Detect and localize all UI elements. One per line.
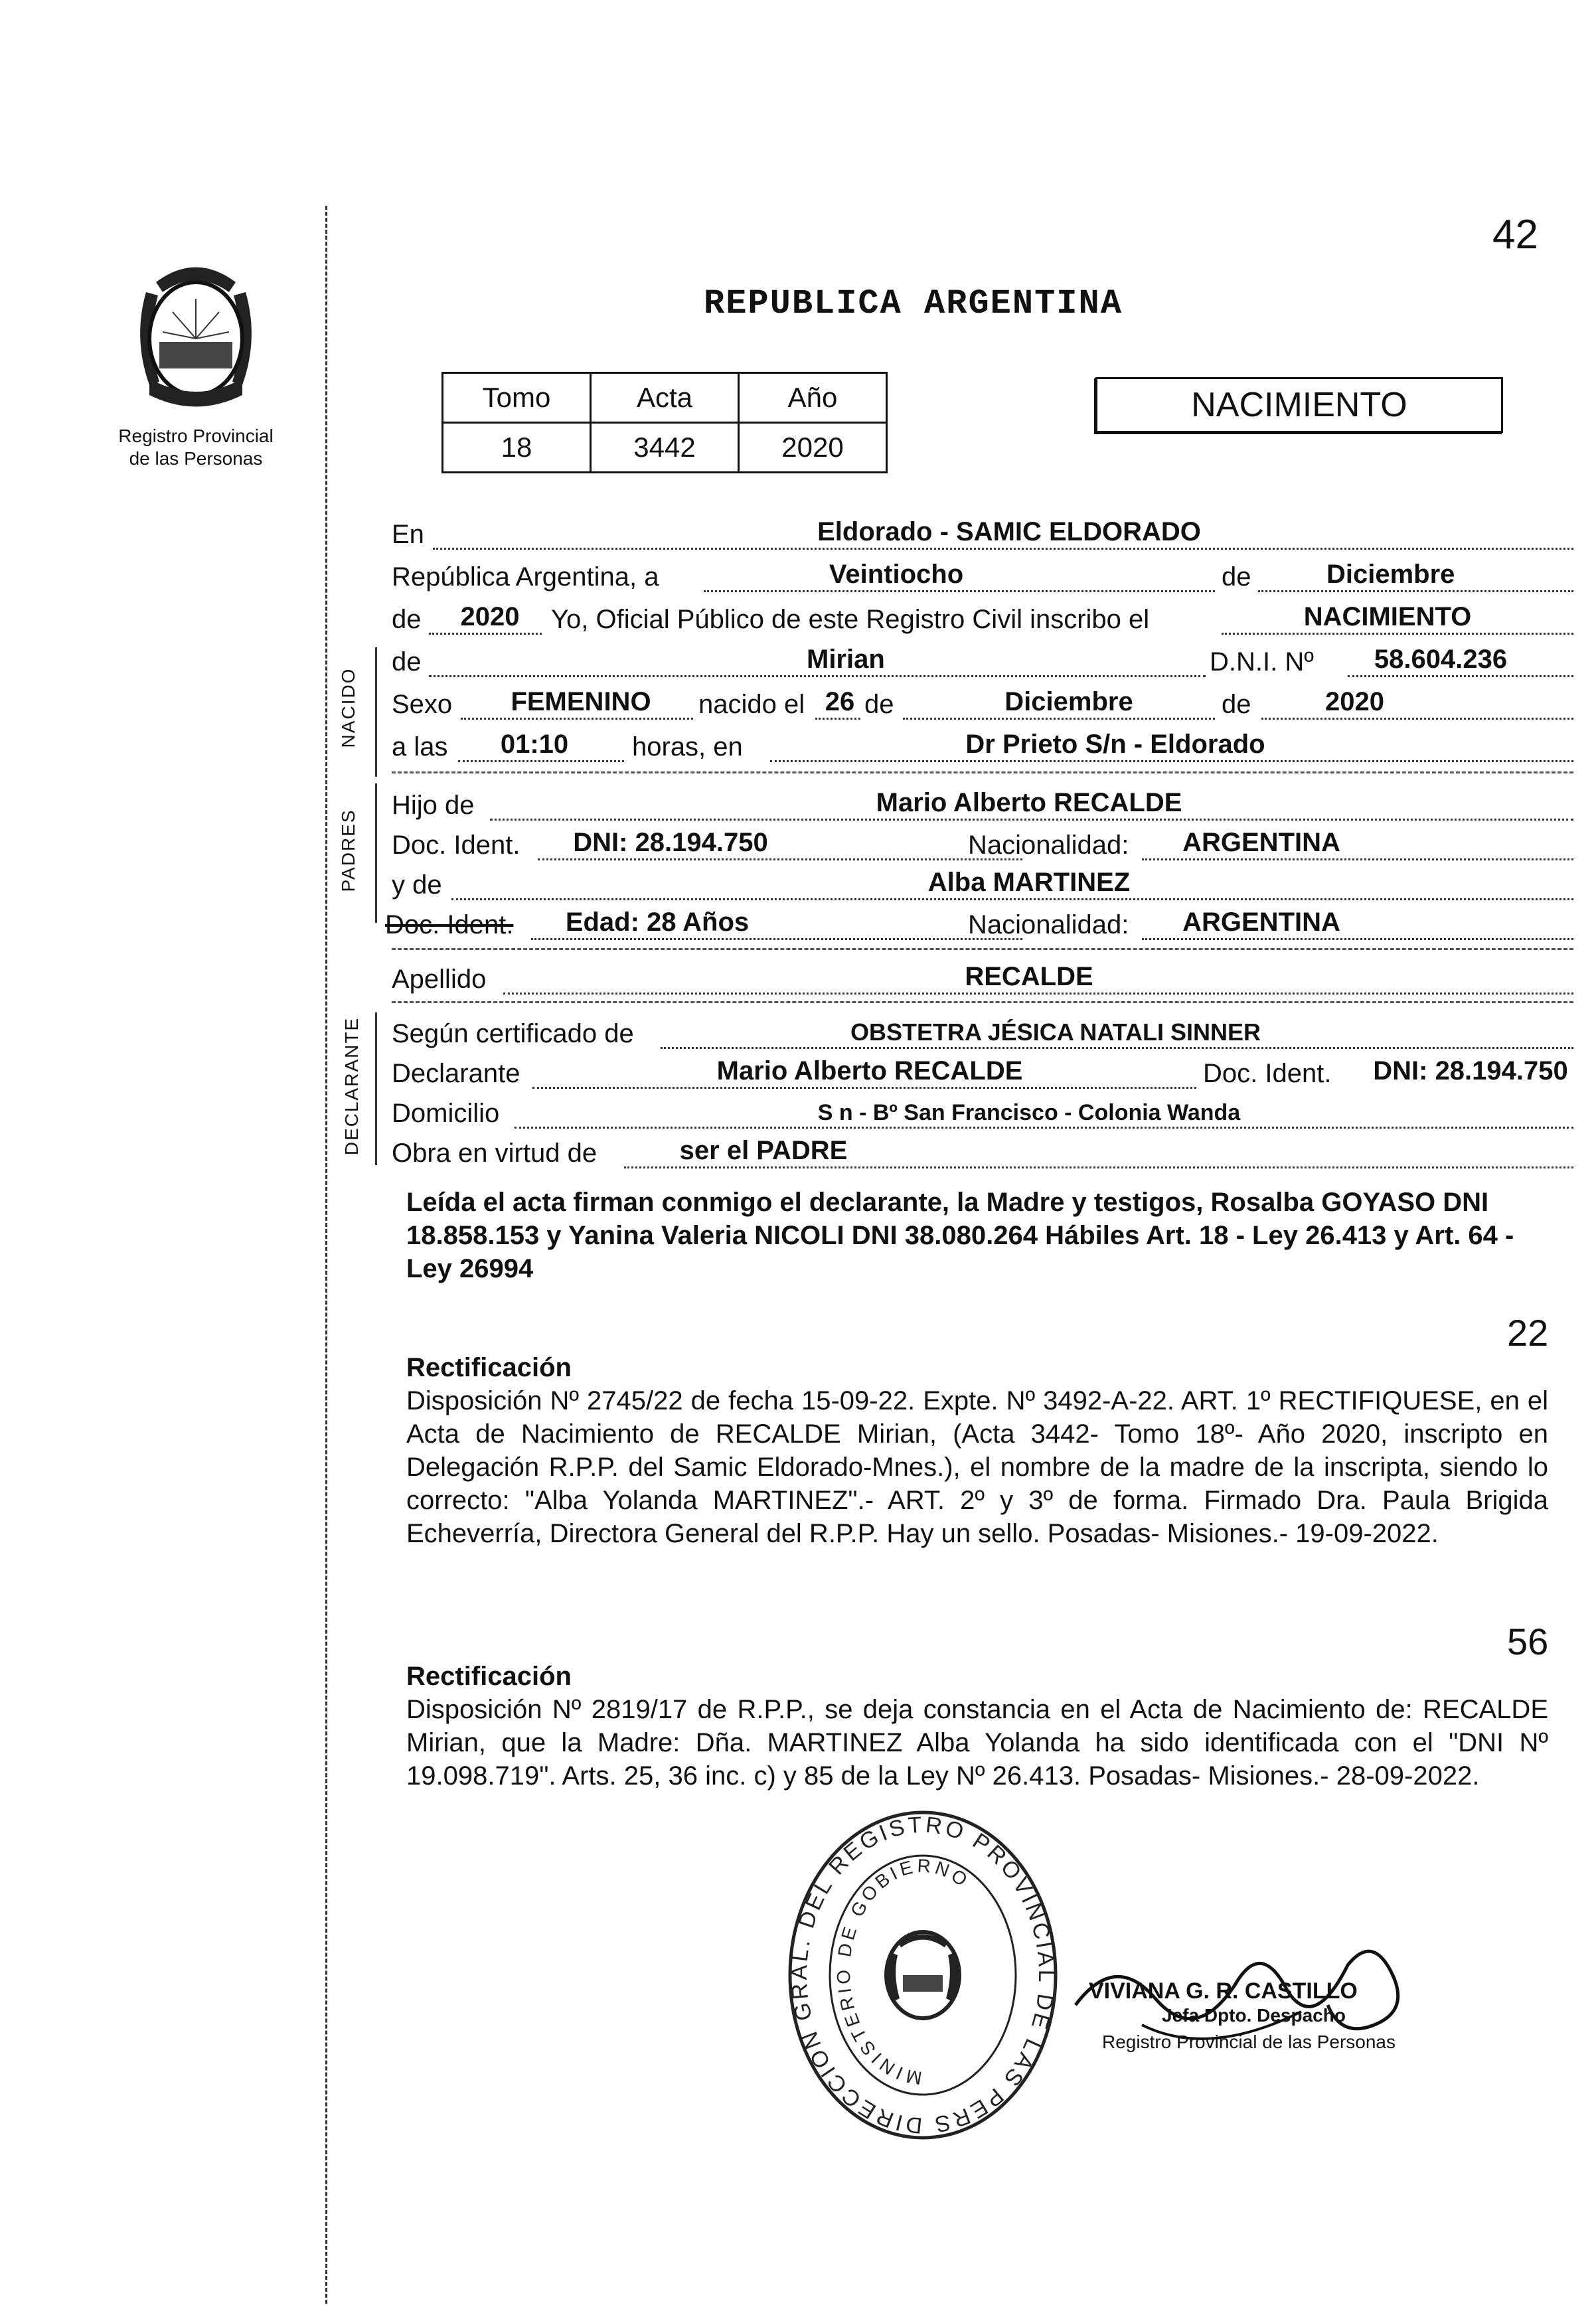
value-lugar-nacimiento: Dr Prieto S/n - Eldorado — [965, 730, 1265, 759]
value-tipo-inscripcion: NACIMIENTO — [1303, 602, 1472, 631]
value-apellido: RECALDE — [965, 962, 1093, 991]
label-nacido-el: nacido el — [698, 690, 805, 719]
value-dia: Veintiocho — [829, 560, 964, 589]
stamp-emblem-icon — [886, 1932, 959, 2018]
row-inscribo — [392, 596, 1573, 639]
label-a-las: a las — [392, 732, 448, 761]
header-tomo: Tomo — [443, 373, 591, 423]
label-de-anio: de — [392, 605, 422, 634]
label-nacido-de: de — [864, 690, 894, 719]
act-type-box: NACIMIENTO — [1095, 377, 1503, 433]
label-republica: República Argentina, a — [392, 562, 659, 592]
label-apellido: Apellido — [392, 965, 487, 994]
value-nac-madre: ARGENTINA — [1182, 908, 1340, 937]
label-nombre-de: de — [392, 647, 422, 677]
value-anio-inscripcion: 2020 — [460, 602, 520, 631]
label-horas-en: horas, en — [632, 732, 743, 761]
stamp-ring-text: DIRECCION GRAL. DEL REGISTRO PROVINCIAL DE LAS PERS — [786, 1812, 1060, 2138]
rectification-2-number: 56 — [1507, 1621, 1549, 1662]
value-certificado: OBSTETRA JÉSICA NATALI SINNER — [850, 1018, 1261, 1046]
value-mes: Diciembre — [1326, 560, 1455, 589]
row-hora — [392, 724, 1573, 766]
label-domicilio: Domicilio — [392, 1099, 500, 1128]
label-de-mes: de — [1222, 562, 1251, 592]
value-doc-declarante: DNI: 28.194.750 — [1373, 1056, 1568, 1085]
rectification-1 — [406, 1351, 1548, 1550]
closing-text: Leída el acta firman conmigo el declarante, la Madre y testigos, Rosalba GOYASO DNI 18.858.153 y Yanina Valeria NICOLI DNI 38.080.264 Hábiles Art. 18 - Ley 26.413 y Art. 64 - Ley 26994 — [406, 1188, 1514, 1283]
row-certificado — [392, 1010, 1573, 1053]
label-dni: D.N.I. Nº — [1210, 647, 1314, 677]
signature-name: VIVIANA G. R. CASTILLO — [1089, 1978, 1358, 2004]
rectification-2-text: Disposición Nº 2819/17 de R.P.P., se deja constancia en el Acta de Nacimiento de: RECALDE Mirian, que la Madre: Dña. MARTINEZ Alba Yolanda ha sido identificada con el "DNI Nº 19.098.719". Arts. 25, 36 inc. c) y 85 de la Ley Nº 26.413. Posadas- Misiones.- 28-09-2022. — [406, 1695, 1548, 1791]
registry-caption-line2: de las Personas — [129, 448, 263, 469]
stamp-inner-text: MINISTERIO DE GOBIERNO — [833, 1855, 974, 2089]
value-obra: ser el PADRE — [679, 1136, 848, 1165]
value-mes-nacimiento: Diciembre — [1004, 687, 1133, 716]
row-declarante — [392, 1050, 1573, 1093]
row-nombre — [392, 639, 1573, 681]
header-acta: Acta — [591, 373, 739, 423]
index-table — [441, 372, 888, 473]
value-nombre: Mirian — [807, 645, 885, 674]
label-doc-padre: Doc. Ident. — [392, 831, 520, 860]
signature-block — [1062, 1925, 1434, 2078]
margin-line — [325, 206, 327, 2304]
side-label-nacido: NACIDO — [338, 667, 359, 748]
side-label-declarante: DECLARANTE — [341, 1016, 362, 1156]
value-dni: 58.604.236 — [1374, 645, 1508, 674]
row-doc-madre — [385, 902, 1573, 944]
side-label-padres: PADRES — [338, 809, 359, 892]
row-en — [392, 511, 1573, 554]
row-y-de — [392, 862, 1573, 904]
label-declarante: Declarante — [392, 1059, 520, 1088]
row-domicilio — [392, 1090, 1573, 1133]
row-doc-padre — [392, 822, 1573, 864]
label-nac-madre: Nacionalidad: — [968, 910, 1129, 939]
label-certificado: Según certificado de — [392, 1019, 634, 1048]
row-apellido — [392, 956, 1573, 999]
value-sexo: FEMENINO — [511, 687, 651, 716]
label-anio-nacimiento: de — [1222, 690, 1251, 719]
registry-caption-line1: Registro Provincial — [118, 426, 274, 446]
value-doc-padre: DNI: 28.194.750 — [573, 828, 768, 857]
value-en: Eldorado - SAMIC ELDORADO — [817, 517, 1201, 546]
label-y-de: y de — [392, 870, 442, 900]
official-stamp — [783, 1806, 1062, 2151]
label-inscribo: Yo, Oficial Público de este Registro Civil inscribo el — [551, 605, 1150, 634]
value-acta: 3442 — [591, 423, 739, 473]
rectification-1-text: Disposición Nº 2745/22 de fecha 15-09-22. Expte. Nº 3492-A-22. ART. 1º RECTIFIQUESE, en el Acta de Nacimiento de RECALDE Mirian, (Acta 3442- Tomo 18º- Año 2020, inscripto en Delegación R.P.P. del Samic Eldorado-Mnes.), el nombre de la madre de la inscripta, siendo lo correcto: "Alba Yolanda MARTINEZ".- ART. 2º y 3º de forma. Firmado Dra. Paula Brigida Echeverría, Directora General del R.P.P. Hay un sello. Posadas- Misiones.- 19-09-2022. — [406, 1386, 1548, 1548]
rectification-2-title: Rectificación — [406, 1662, 572, 1691]
value-domicilio: S n - Bº San Francisco - Colonia Wanda — [817, 1100, 1241, 1125]
document-title: REPUBLICA ARGENTINA — [704, 284, 1123, 323]
registry-caption — [93, 425, 299, 470]
label-sexo: Sexo — [392, 690, 453, 719]
row-hijo-de — [392, 782, 1573, 825]
row-republica — [392, 554, 1573, 596]
registry-seal-logo — [120, 252, 272, 418]
label-hijo-de: Hijo de — [392, 791, 475, 820]
header-anio: Año — [739, 373, 887, 423]
value-doc-madre: Edad: 28 Años — [565, 908, 750, 937]
value-dia-nacimiento: 26 — [825, 687, 855, 716]
value-declarante: Mario Alberto RECALDE — [716, 1056, 1023, 1085]
value-hora: 01:10 — [500, 730, 569, 759]
page-number: 42 — [1492, 212, 1538, 258]
label-nac-padre: Nacionalidad: — [968, 831, 1129, 860]
signature-office: Registro Provincial de las Personas — [1102, 2032, 1396, 2052]
label-doc-declarante: Doc. Ident. — [1203, 1059, 1332, 1088]
value-anio-nacimiento: 2020 — [1325, 687, 1384, 716]
label-obra: Obra en virtud de — [392, 1139, 598, 1168]
label-doc-madre: Doc. Ident. — [385, 910, 514, 939]
row-obra — [392, 1130, 1573, 1172]
row-sexo — [392, 681, 1573, 724]
rectification-2 — [406, 1660, 1548, 1793]
value-madre: Alba MARTINEZ — [927, 868, 1131, 897]
signature-title: Jefa Dpto. Despacho — [1162, 2005, 1346, 2026]
value-tomo: 18 — [443, 423, 591, 473]
rectification-1-title: Rectificación — [406, 1353, 572, 1382]
value-padre: Mario Alberto RECALDE — [876, 788, 1182, 817]
value-anio: 2020 — [739, 423, 887, 473]
value-nac-padre: ARGENTINA — [1182, 828, 1340, 857]
label-en: En — [392, 520, 424, 549]
rectification-1-number: 22 — [1507, 1312, 1549, 1354]
